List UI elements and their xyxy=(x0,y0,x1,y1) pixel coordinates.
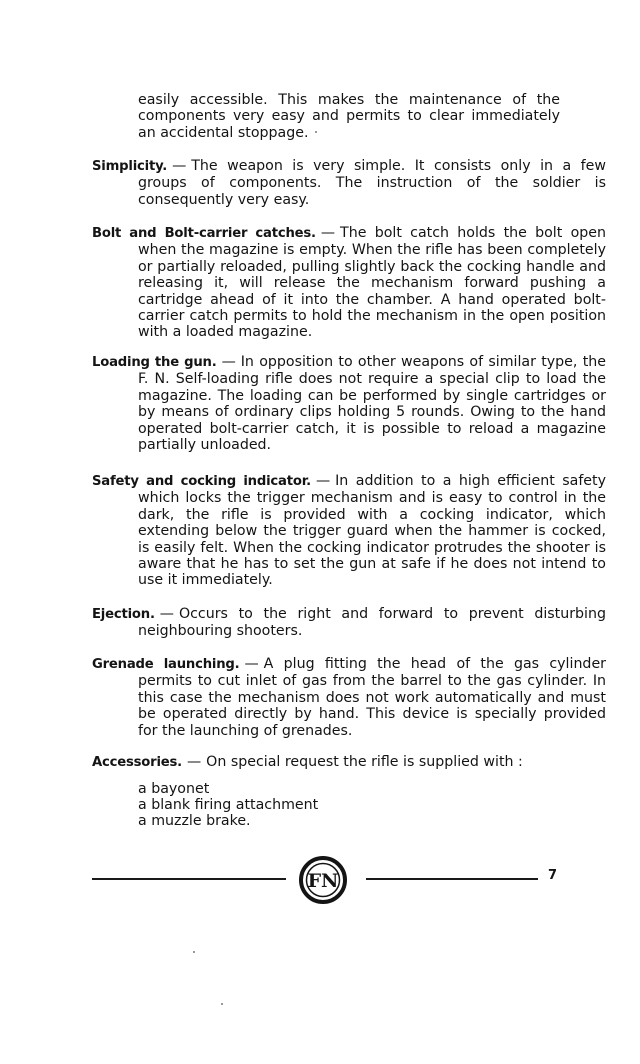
section-simplicity xyxy=(92,158,606,208)
section-term: Safety and cocking indicator. xyxy=(92,474,311,489)
dash: — xyxy=(221,354,236,370)
section-text: On special request the rifle is supplied with : xyxy=(206,754,523,770)
section-term: Simplicity. xyxy=(92,159,168,174)
section-grenade xyxy=(92,656,606,739)
section-text: In addition to a high efficient safety which locks the trigger mechanism and is easy to control in the dark, the rifle is provided with a cocking indicator, which extending below the trigger guard when the hammer is cocked, is easily felt. When the cocking indicator protrudes the shooter is aware that he has to set the gun at safe if he does not intend to use it immediately. xyxy=(138,473,606,589)
dash: — xyxy=(172,158,187,174)
scan-speck xyxy=(221,1003,223,1005)
section-term: Bolt and Bolt-carrier catches. xyxy=(92,226,316,241)
dash: — xyxy=(315,473,331,489)
accessories-list xyxy=(138,781,318,830)
page-number: 7 xyxy=(548,868,558,883)
list-item: a muzzle brake. xyxy=(138,813,251,830)
section-loading xyxy=(92,354,606,453)
section-text: The bolt catch holds the bolt open when the magazine is empty. When the rifle has been completely or partially reloaded, pulling slightly back the cocking handle and releasing it, will release the mechanism forward pushing a cartridge ahead of it into the chamber. A hand operated bolt-carrier catch permits to hold the mechanism in the open position with a loaded magazine. xyxy=(138,225,606,341)
dash: — xyxy=(186,754,202,770)
list-item: a bayonet xyxy=(138,781,210,797)
scan-speck xyxy=(193,951,195,953)
footer-rule-right xyxy=(366,878,538,880)
fn-logo-icon xyxy=(298,855,348,905)
logo-lettering: FN xyxy=(307,870,339,892)
section-term: Accessories. xyxy=(92,755,182,770)
section-bolt-catches xyxy=(92,225,606,341)
section-text: In opposition to other weapons of similar type, the F. N. Self-loading rifle does not require a special clip to load the magazine. The loading can be performed by single cartridges or by means of ordinary clips holding 5 rounds. Owing to the hand operated bolt-carrier catch, it is possible to reload a magazine partially unloaded. xyxy=(138,354,606,454)
section-text: Occurs to the right and forward to prevent disturbing neighbouring shooters. xyxy=(138,606,606,640)
section-safety xyxy=(92,473,606,589)
section-text: The weapon is very simple. It consists only in a few groups of components. The instruction of the soldier is consequently very easy. xyxy=(138,158,606,208)
section-ejection xyxy=(92,606,606,640)
scan-speck xyxy=(315,131,317,133)
section-term: Grenade launching. xyxy=(92,657,240,672)
section-accessories xyxy=(92,754,560,771)
list-item: a blank firing attachment xyxy=(138,797,319,814)
intro-paragraph: easily accessible. This makes the maintenance of the components very easy and permits to clear immediately an accidental stoppage. xyxy=(138,92,560,141)
dash: — xyxy=(159,606,174,622)
dash: — xyxy=(320,225,336,241)
section-term: Loading the gun. xyxy=(92,355,217,370)
section-text: A plug fitting the head of the gas cylinder permits to cut inlet of gas from the barrel to the gas cylinder. In this case the mechanism does not work automatically and must be operated directly by hand. This device is specially provided for the launching of grenades. xyxy=(138,656,607,739)
footer-rule-left xyxy=(92,878,286,880)
section-term: Ejection. xyxy=(92,607,155,622)
dash: — xyxy=(244,656,259,672)
